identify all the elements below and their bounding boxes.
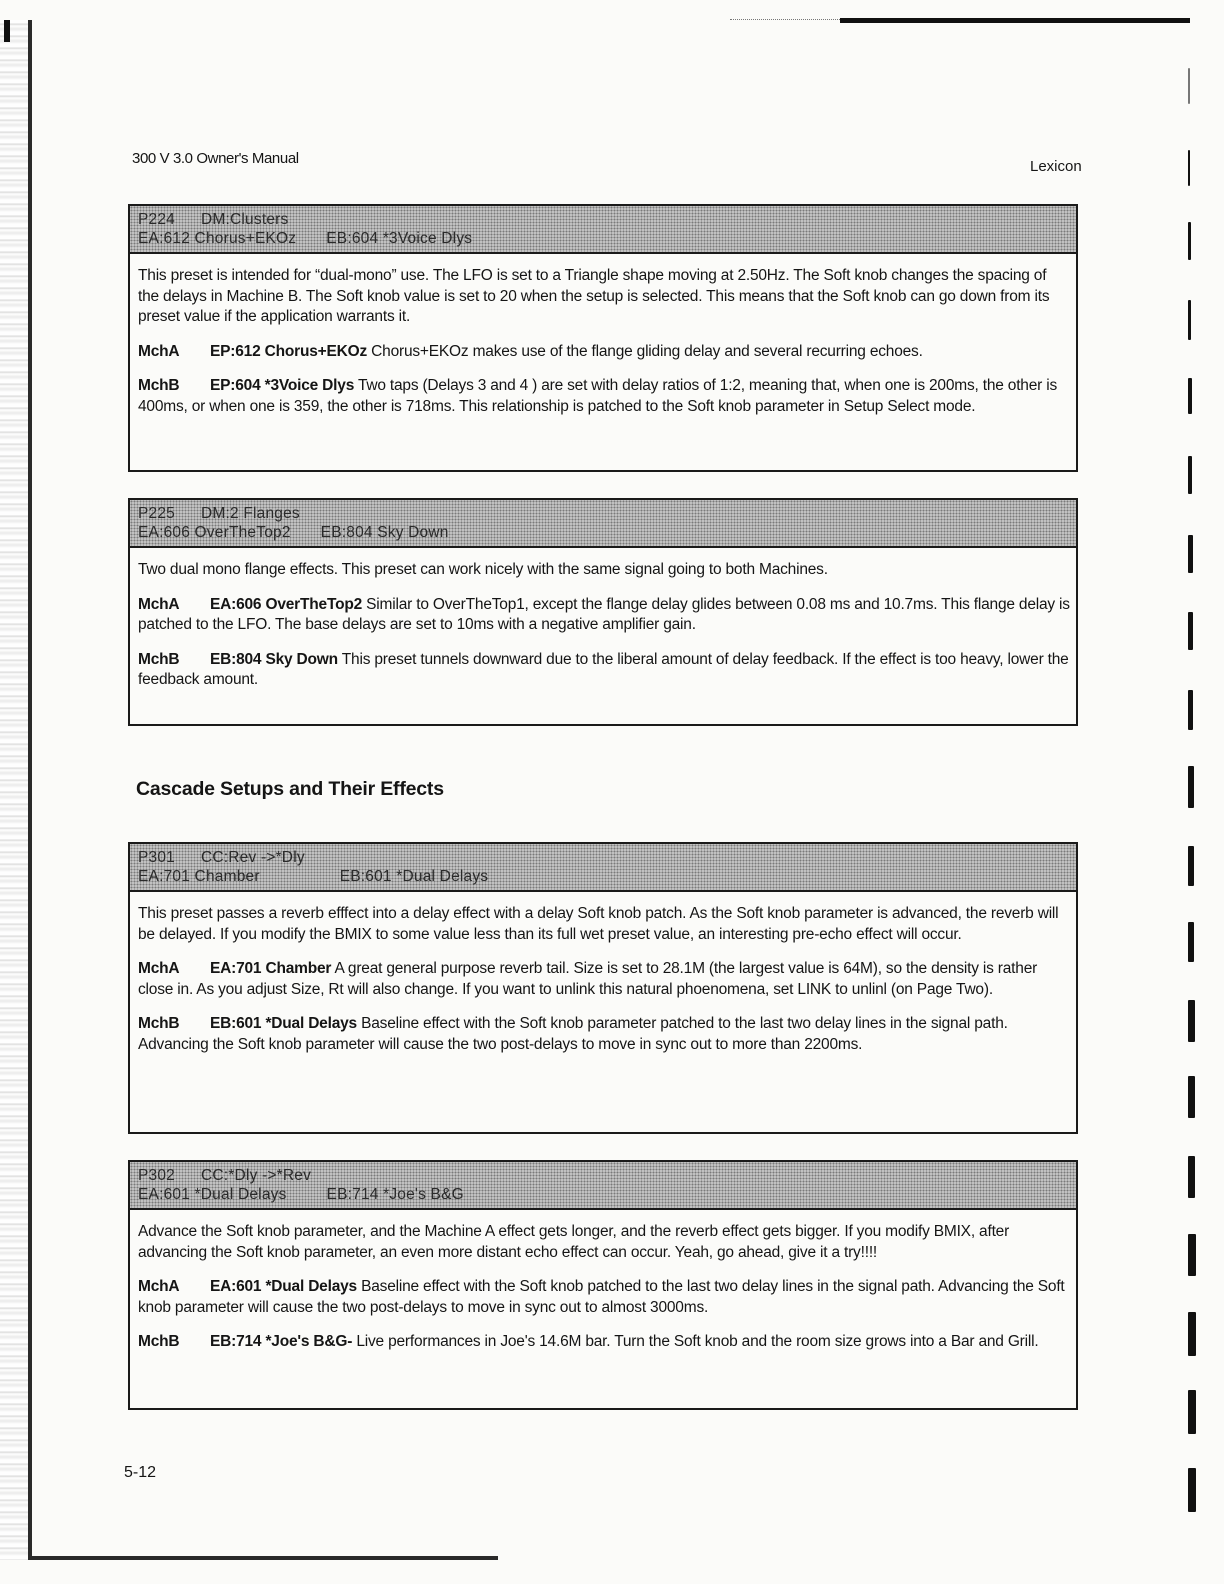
preset-description xyxy=(130,254,1076,425)
machine-a-effect-code: EA:612 Chorus+EKOz xyxy=(138,230,297,247)
machine-a-text: Similar to OverTheTop1, except the flange delay glides between 0.08 ms and 10.7ms. This flange delay is patched to the LFO. The base delays are set to 10ms with a negative amplifier gain. xyxy=(138,595,1070,633)
margin-change-bar xyxy=(1188,1312,1196,1356)
machine-b-effect-code: EB:604 *3Voice Dlys xyxy=(326,230,473,247)
machine-b-effect-code: EB:714 *Joe's B&G xyxy=(326,1186,464,1203)
margin-change-bar xyxy=(1188,846,1194,886)
margin-change-bar xyxy=(1188,456,1192,494)
machine-b-label: MchB xyxy=(138,1015,180,1032)
machine-b-paragraph xyxy=(138,1332,1070,1353)
preset-intro: Advance the Soft knob parameter, and the Machine A effect gets longer, and the reverb effect gets bigger. If you modify BMIX, after advancing the Soft knob parameter, an even more distant echo effect can occur. Yeah, go ahead, give it a try!!!! xyxy=(138,1223,1010,1261)
margin-change-bar xyxy=(1188,766,1194,808)
manual-title: 300 V 3.0 Owner's Manual xyxy=(132,150,299,167)
machine-b-paragraph xyxy=(138,1014,1070,1055)
machine-b-text: Baseline effect with the Soft knob parameter patched to the last two delay lines in the signal path. Advancing the Soft knob parameter will cause the two post-delays to move in sync out to more than 2200ms. xyxy=(138,1015,1008,1053)
margin-change-bar xyxy=(1188,612,1193,650)
preset-name: DM:Clusters xyxy=(201,211,289,228)
page-left-border xyxy=(28,20,32,1560)
preset-description xyxy=(130,892,1076,1063)
machine-a-label: MchA xyxy=(138,1278,180,1295)
margin-change-bar xyxy=(1188,150,1190,186)
machine-a-paragraph xyxy=(138,342,1070,363)
preset-number: P224 xyxy=(138,211,175,228)
preset-box-p301 xyxy=(128,842,1078,1134)
margin-change-bar xyxy=(1188,1076,1195,1118)
machine-a-text: Baseline effect with the Soft knob patched to the last two delay lines in the signal path. Advancing the Soft knob parameter will cause the two post-delays to move in sync out to almost 3000ms. xyxy=(138,1278,1065,1316)
preset-lcd-header xyxy=(130,1162,1076,1210)
preset-lcd-header xyxy=(130,206,1076,254)
preset-name: DM:2 Flanges xyxy=(201,505,300,522)
margin-change-bar xyxy=(1188,922,1194,962)
preset-box-p302 xyxy=(128,1160,1078,1410)
margin-change-bar xyxy=(1188,1156,1195,1198)
machine-b-effect-code: EB:804 Sky Down xyxy=(320,524,449,541)
preset-lcd-header xyxy=(130,500,1076,548)
machine-a-label: MchA xyxy=(138,595,180,613)
machine-a-label: MchA xyxy=(138,342,180,360)
section-heading: Cascade Setups and Their Effects xyxy=(136,778,444,800)
preset-name: CC:Rev ->*Dly xyxy=(201,849,305,866)
machine-b-text: This preset tunnels downward due to the liberal amount of delay feedback. If the effect is too heavy, lower the feedback amount. xyxy=(138,650,1069,688)
machine-a-effect: EA:601 *Dual Delays xyxy=(210,1278,357,1295)
machine-b-label: MchB xyxy=(138,377,180,394)
brand-name: Lexicon xyxy=(1030,158,1082,175)
preset-number: P301 xyxy=(138,849,175,866)
page-top-border xyxy=(840,18,1190,23)
machine-b-effect: EB:601 *Dual Delays xyxy=(210,1015,357,1032)
preset-lcd-header xyxy=(130,844,1076,892)
preset-box-p224 xyxy=(128,204,1078,472)
margin-change-bar xyxy=(1188,535,1193,573)
machine-b-text: Live performances in Joe's 14.6M bar. Turn the Soft knob and the room size grows into a Bar and Grill. xyxy=(356,1333,1039,1350)
machine-a-paragraph xyxy=(138,1277,1070,1318)
machine-a-text: Chorus+EKOz makes use of the flange gliding delay and several recurring echoes. xyxy=(371,342,923,360)
preset-number: P225 xyxy=(138,505,175,522)
margin-change-bar xyxy=(1188,690,1193,730)
machine-a-paragraph xyxy=(138,595,1070,636)
machine-b-paragraph xyxy=(138,376,1070,417)
machine-a-paragraph xyxy=(138,959,1070,1000)
machine-b-effect: EP:604 *3Voice Dlys xyxy=(210,377,355,394)
machine-b-paragraph xyxy=(138,650,1070,691)
machine-b-label: MchB xyxy=(138,650,180,668)
machine-b-label: MchB xyxy=(138,1333,180,1350)
preset-description xyxy=(130,1210,1076,1361)
page-number: 5-12 xyxy=(124,1464,157,1481)
margin-change-bar xyxy=(1188,1000,1195,1042)
margin-change-bar xyxy=(1188,222,1191,260)
margin-change-bar xyxy=(1188,378,1192,414)
preset-box-p225 xyxy=(128,498,1078,726)
page-corner-mark xyxy=(4,20,10,42)
machine-b-effect: EB:714 *Joe's B&G- xyxy=(210,1333,353,1350)
machine-a-text: A great general purpose reverb tail. Size is set to 28.1M (the largest value is 64M), so the density is rather close in. As you adjust Size, Rt will also change. If you want to unlink this natural phoenomena, set LINK to unlinl (on Page Two). xyxy=(138,960,1038,998)
preset-intro: Two dual mono flange effects. This preset can work nicely with the same signal going to both Machines. xyxy=(138,561,828,578)
machine-a-effect: EA:606 OverTheTop2 xyxy=(210,595,363,613)
machine-a-effect: EA:701 Chamber xyxy=(210,960,332,977)
preset-number: P302 xyxy=(138,1167,175,1184)
preset-name: CC:*Dly ->*Rev xyxy=(201,1167,312,1184)
machine-a-effect-code: EA:606 OverTheTop2 xyxy=(138,524,291,541)
machine-a-effect-code: EA:701 Chamber xyxy=(138,868,260,885)
margin-change-bar xyxy=(1188,68,1190,104)
margin-change-bar xyxy=(1188,1234,1196,1276)
preset-intro: This preset is intended for “dual-mono” use. The LFO is set to a Triangle shape moving at 2.50Hz. The Soft knob changes the spacing of the delays in Machine B. The Soft knob value is set to 20 when the setup is selected. This means that the Soft knob can go down from its preset value if the application warrants it. xyxy=(138,267,1050,325)
margin-change-bar xyxy=(1188,300,1191,340)
margin-change-bar xyxy=(1188,1468,1196,1512)
margin-change-bar xyxy=(1188,1390,1196,1434)
preset-description xyxy=(130,548,1076,699)
preset-intro: This preset passes a reverb efffect into a delay effect with a delay Soft knob patch. As the Soft knob parameter is advanced, the reverb will be delayed. If you modify the BMIX to some value less than its full wet preset value, an interesting pre-echo effect will occur. xyxy=(138,905,1059,943)
machine-a-label: MchA xyxy=(138,960,180,977)
machine-b-effect: EB:804 Sky Down xyxy=(210,650,338,668)
machine-b-effect-code: EB:601 *Dual Delays xyxy=(339,868,489,885)
machine-a-effect-code: EA:601 *Dual Delays xyxy=(138,1186,287,1203)
page-top-dotted-rule xyxy=(730,19,840,20)
machine-b-text: Two taps (Delays 3 and 4 ) are set with delay ratios of 1:2, meaning that, when one is 200ms, the other is 400ms, or when one is 359, the other is 718ms. This relationship is patched to the Soft knob parameter in Setup Select mode. xyxy=(138,377,1058,415)
machine-a-effect: EP:612 Chorus+EKOz xyxy=(210,342,368,360)
page-bottom-border xyxy=(28,1556,498,1560)
